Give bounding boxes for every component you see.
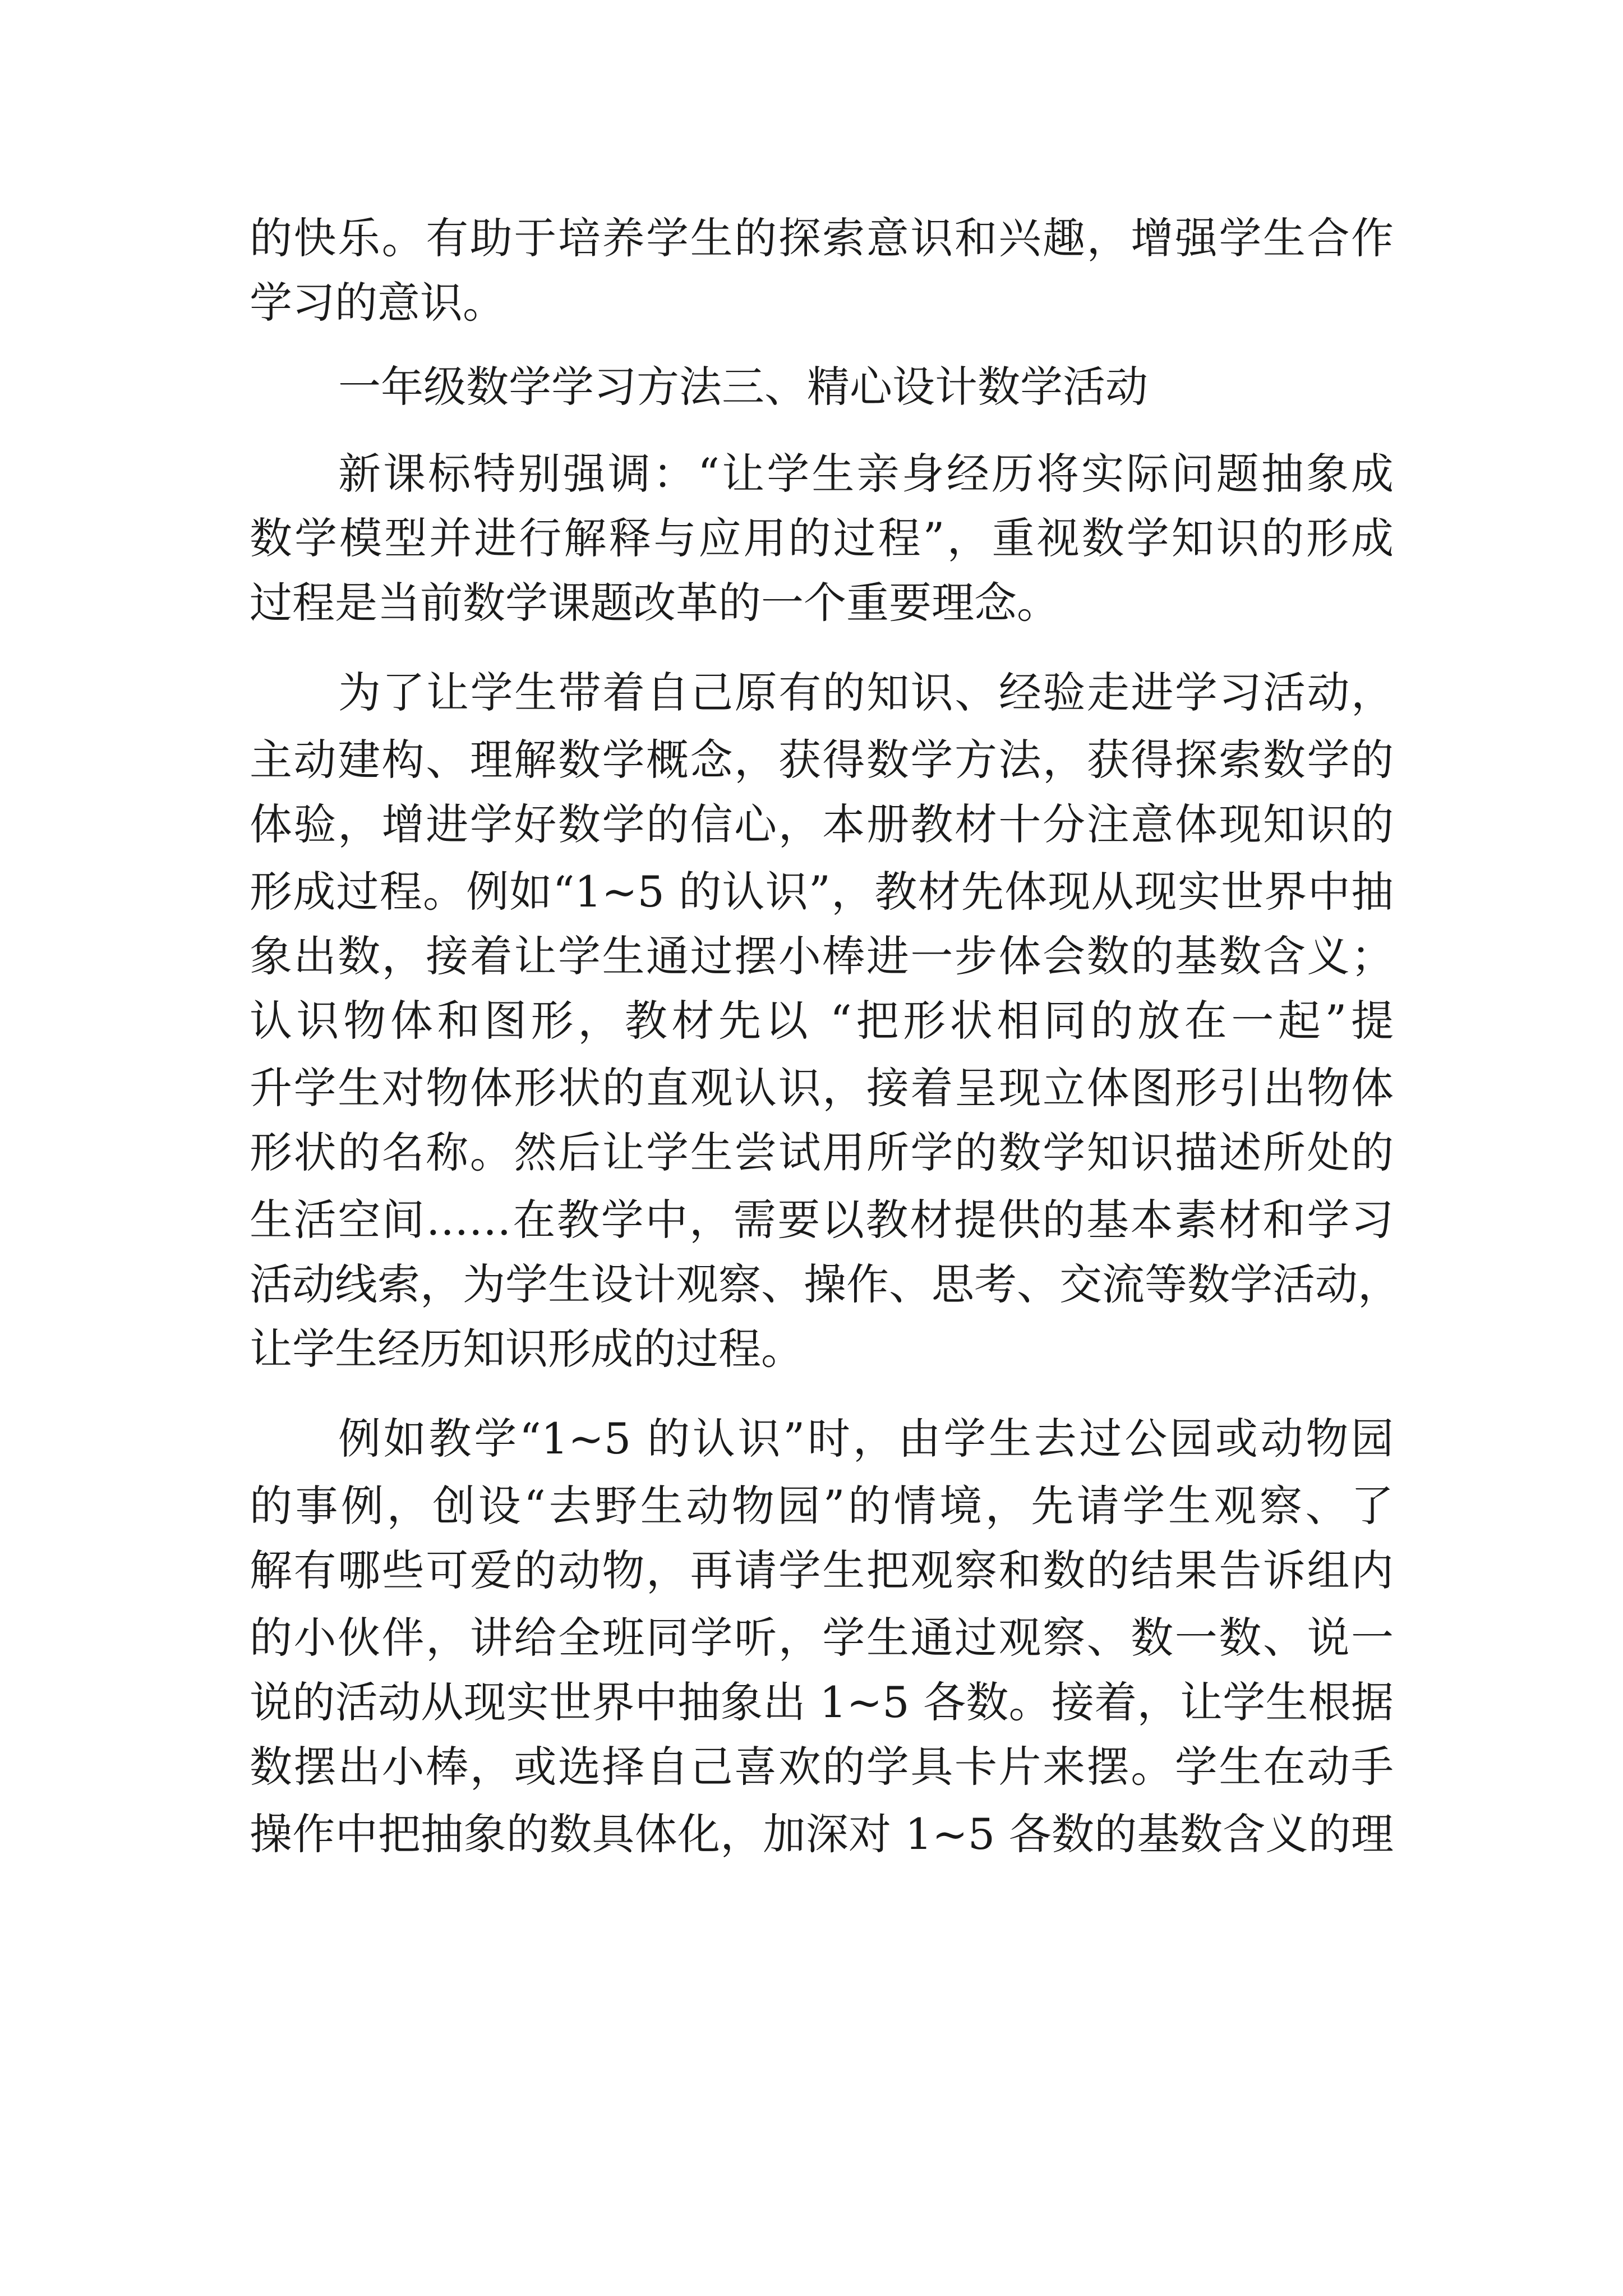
text-line: 为了让学生带着自己原有的知识、经验走进学习活动， [338,668,1394,717]
text-line: 解有哪些可爱的动物，再请学生把观察和数的结果告诉组内 [250,1545,1394,1595]
text-line: 说的活动从现实世界中抽象出 1~5 各数。接着，让学生根据 [250,1677,1394,1727]
section-heading: 一年级数学学习方法三、精心设计数学活动 [338,362,1148,412]
text-line: 形成过程。例如“1~5 的认识”，教材先体现从现实世界中抽 [250,867,1394,917]
text-line: 生活空间……在教学中，需要以教材提供的基本素材和学习 [250,1195,1394,1245]
text-line: 活动线索，为学生设计观察、操作、思考、交流等数学活动， [250,1259,1400,1309]
text-line: 体验，增进学好数学的信心，本册教材十分注意体现知识的 [250,799,1394,849]
text-line: 形状的名称。然后让学生尝试用所学的数学知识描述所处的 [250,1128,1394,1177]
text-line: 学习的意识。 [250,278,505,328]
text-line: 数学模型并进行解释与应用的过程”，重视数学知识的形成 [250,513,1394,563]
text-line: 的小伙伴，讲给全班同学听，学生通过观察、数一数、说一 [250,1613,1394,1663]
text-line: 数摆出小棒，或选择自己喜欢的学具卡片来摆。学生在动手 [250,1742,1394,1792]
text-line: 操作中把抽象的数具体化，加深对 1~5 各数的基数含义的理 [250,1809,1394,1859]
text-line: 升学生对物体形状的直观认识，接着呈现立体图形引出物体 [250,1063,1394,1113]
text-line: 的快乐。有助于培养学生的探索意识和兴趣，增强学生合作 [250,213,1394,263]
text-line: 主动建构、理解数学概念，获得数学方法，获得探索数学的 [250,735,1394,785]
text-line: 例如教学“1~5 的认识”时，由学生去过公园或动物园 [338,1414,1394,1464]
text-line: 过程是当前数学课题改革的一个重要理念。 [250,578,1059,628]
text-line: 让学生经历知识形成的过程。 [250,1324,804,1374]
text-line: 的事例，创设“去野生动物园”的情境，先请学生观察、了 [250,1481,1394,1531]
text-line: 象出数，接着让学生通过摆小棒进一步体会数的基数含义； [250,931,1394,981]
text-line: 认识物体和图形，教材先以 “把形状相同的放在一起”提 [250,996,1394,1046]
text-line: 新课标特别强调：“让学生亲身经历将实际问题抽象成 [338,449,1394,499]
